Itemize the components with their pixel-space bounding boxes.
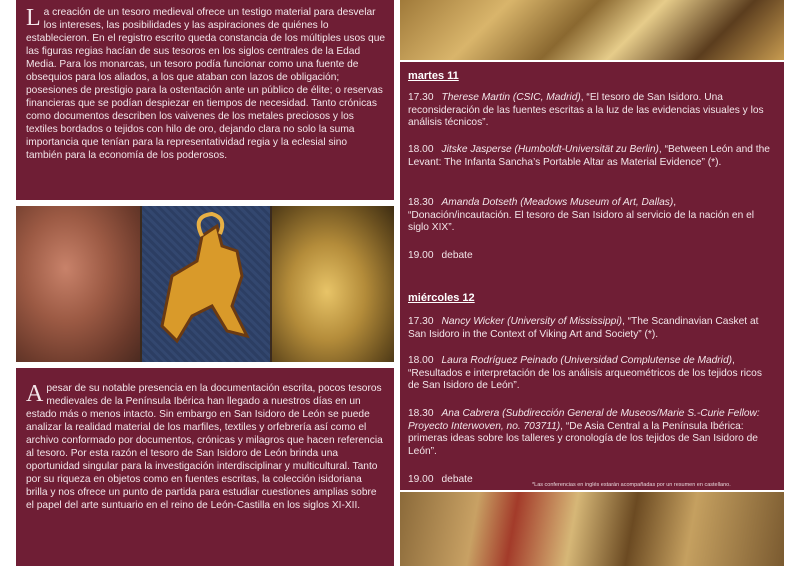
goat-motif-icon	[142, 206, 270, 362]
second-dropcap: A	[26, 381, 44, 407]
session-title: , “El tesoro de San Isidoro. Una reconsideración de las fuentes escritas a la luz de las evidencias visuales y los análisis técnicos”.	[408, 92, 764, 128]
gold-relief-image	[272, 206, 394, 362]
session-item	[408, 408, 774, 458]
session-time: 17.30	[408, 92, 434, 103]
session-speaker: Therese Martin (CSIC, Madrid)	[441, 92, 581, 103]
session-time: 17.30	[408, 316, 434, 327]
second-paragraph	[26, 382, 386, 512]
session-time: 19.00	[408, 250, 434, 261]
session-title: , “Resultados e interpretación de los análisis arqueométricos de los tejidos ricos de San Isidoro de León”.	[408, 355, 762, 391]
day-title-tuesday: martes 11	[408, 70, 459, 82]
intro-panel	[16, 0, 394, 200]
artwork-image-strip	[16, 206, 394, 362]
session-item	[408, 355, 774, 393]
ivory-detail-image	[16, 206, 140, 362]
session-time: 18.30	[408, 408, 434, 419]
session-speaker: Laura Rodríguez Peinado (Universidad Complutense de Madrid)	[441, 355, 733, 366]
intro-paragraph	[26, 6, 386, 162]
session-title: , “Donación/incautación. El tesoro de San Isidoro al servicio de la nación en el siglo XIX”.	[408, 197, 755, 233]
session-title: debate	[441, 250, 473, 261]
embroidered-textile-image	[142, 206, 270, 362]
session-title: , “The Scandinavian Casket at San Isidoro in the Context of Viking Art and Society” (*).	[408, 316, 759, 340]
intro-dropcap: L	[26, 5, 41, 31]
session-title: , “De Asia Central a la Península Ibérica: primeras ideas sobre los talleres y cronología de los tejidos de San Isidoro de León”.	[408, 420, 758, 457]
session-time: 18.30	[408, 197, 434, 208]
session-time: 18.00	[408, 355, 434, 366]
session-item	[408, 250, 774, 263]
session-time: 19.00	[408, 474, 434, 485]
session-title: , “Between León and the Levant: The Infanta Sancha’s Portable Altar as Material Evidence” (*).	[408, 144, 770, 168]
session-time: 18.00	[408, 144, 434, 155]
session-speaker: Nancy Wicker (University of Mississippi)	[441, 316, 622, 327]
intro-text: a creación de un tesoro medieval ofrece un testigo material para desvelar los intereses, las posibilidades y las aspiraciones de quiénes lo establecieron. En el registro escrito queda constancia de los múltiples usos que las figuras regias hacían de sus tesoros en los siglos centrales de la Edad Media. Para los monarcas, un tesoro podía funcionar como una fuente de obsequios para los aliados, a los que ataban con lazos de obligación; posesiones de prestigio para la ostentación ante un público de élite; o reservas financieras que se podían despiezar en tiempos de necesidad. Tanto crónicas como documentos describen los vaivenes de los metales preciosos y los textiles bordados o tejidos con hilo de oro, dejando clara no solo la suma importancia que tenían para la representatividad regia y la eclesial sino también para la economía de los poderosos.	[26, 7, 386, 161]
gold-figure-image	[400, 0, 784, 60]
session-speaker: Amanda Dotseth (Meadows Museum of Art, Dallas)	[441, 197, 674, 208]
reliquary-image	[400, 492, 784, 566]
session-item	[408, 316, 774, 341]
session-speaker: Ana Cabrera (Subdirección General de Museos/Marie S.-Curie Fellow: Proyecto Interwoven, no. 703711)	[408, 408, 760, 432]
footnote: *Las conferencias en inglés estarán acompañadas por un resumen en castellano.	[532, 482, 731, 488]
session-speaker: Jitske Jasperse (Humboldt-Universität zu Berlin)	[441, 144, 659, 155]
session-item	[408, 92, 774, 130]
session-item	[408, 197, 774, 235]
session-item	[408, 144, 774, 169]
session-title: debate	[441, 474, 473, 485]
schedule-panel	[400, 62, 784, 490]
second-panel	[16, 368, 394, 566]
day-title-wednesday: miércoles 12	[408, 292, 475, 304]
second-text: pesar de su notable presencia en la documentación escrita, pocos tesoros medievales de la Península Ibérica han llegado a nuestros días en un estado más o menos intacto. Sin embargo en San Isidoro de León se puede analizar la realidad material de los marfiles, textiles y orfebrería así como el archivo conformado por documentos, crónicas y milagros que hacen referencia al tesoro. Por esta razón el tesoro de San Isidoro de León brinda una oportunidad singular para la investigación interdisciplinar y multicultural. Tanto por su riqueza en objetos como en fuentes escritas, la colección isidoriana brilla y nos ofrece un punto de partida para estudiar cuestiones amplias sobre el papel del arte suntuario en el reino de León-Castilla en los siglos XI-XII.	[26, 383, 383, 511]
